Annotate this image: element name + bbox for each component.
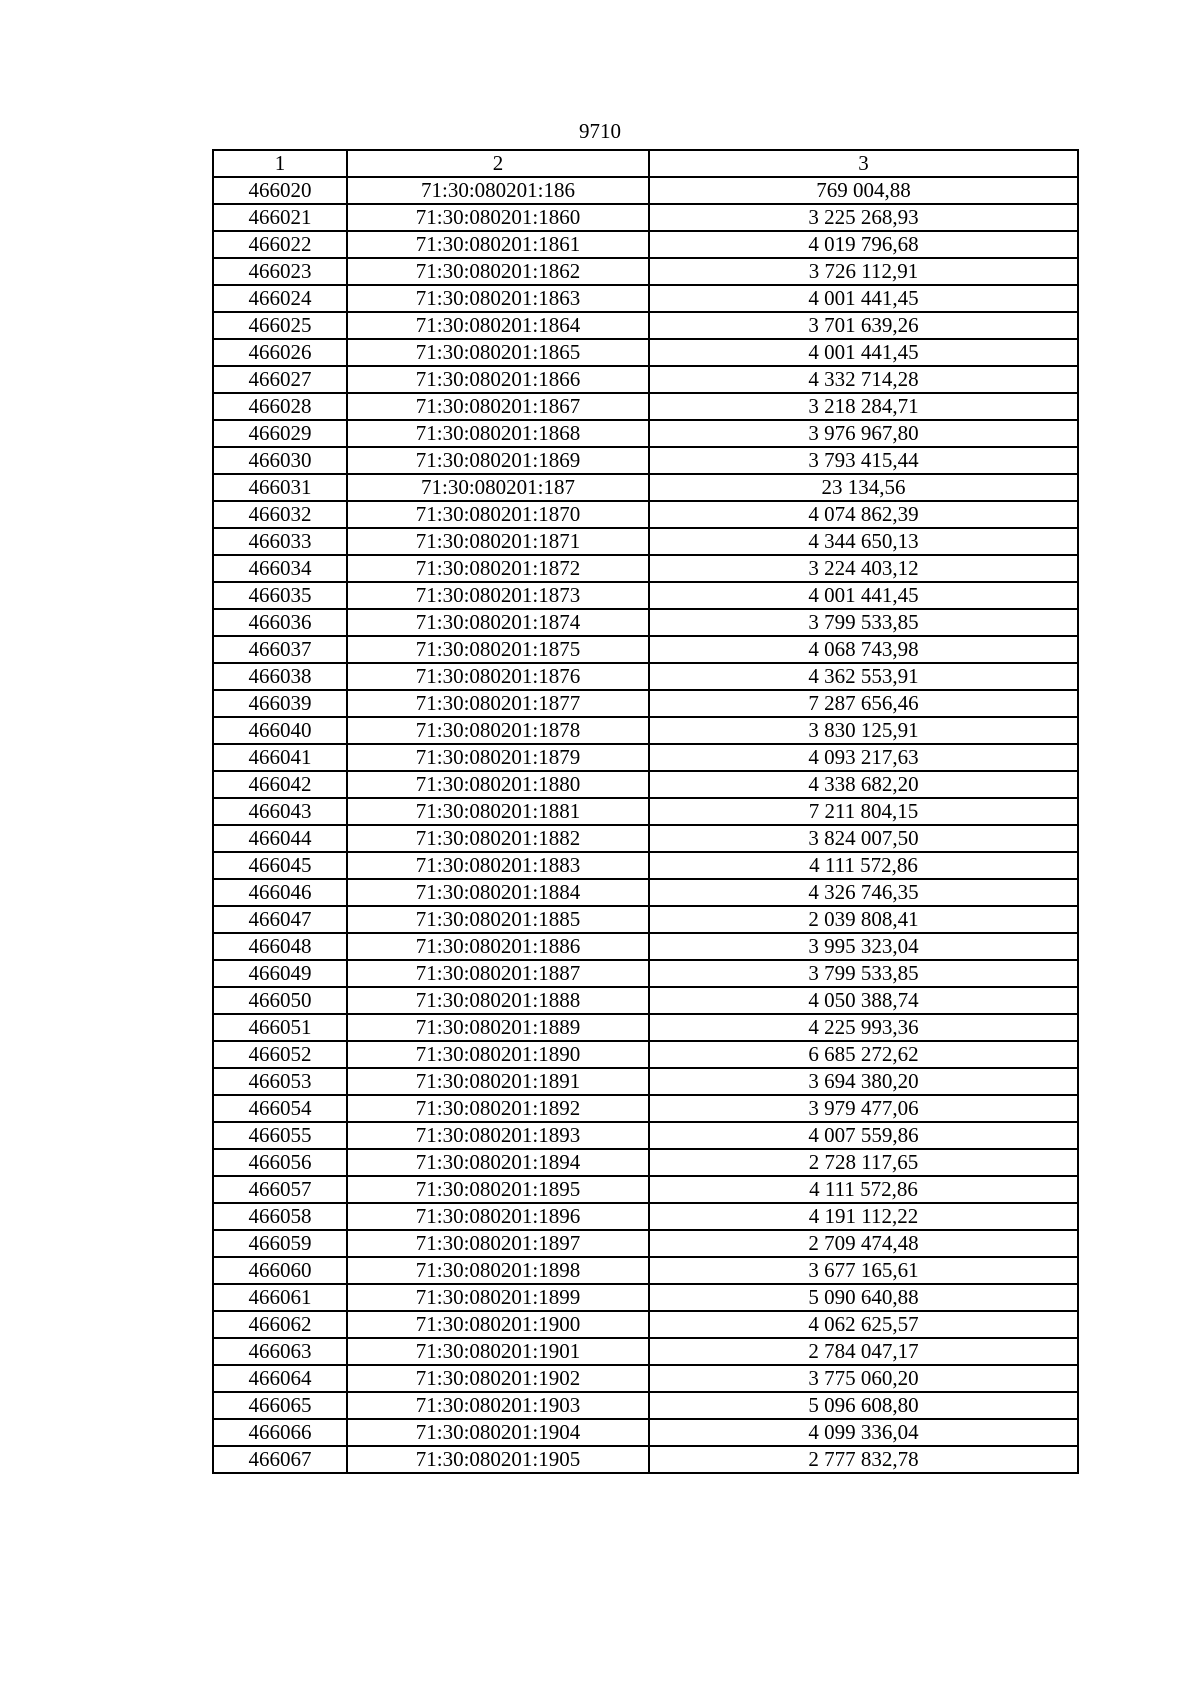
cadastral-value-cell: 4 111 572,86 [649, 852, 1078, 879]
row-number-cell: 466026 [213, 339, 347, 366]
cadastral-number-cell: 71:30:080201:1900 [347, 1311, 649, 1338]
cadastral-value-cell: 2 784 047,17 [649, 1338, 1078, 1365]
cadastral-number-cell: 71:30:080201:1868 [347, 420, 649, 447]
cadastral-number-cell: 71:30:080201:1860 [347, 204, 649, 231]
cadastral-number-cell: 71:30:080201:1875 [347, 636, 649, 663]
cadastral-value-cell: 4 074 862,39 [649, 501, 1078, 528]
table-row [213, 339, 1078, 366]
table-row [213, 771, 1078, 798]
cadastral-value-cell: 3 799 533,85 [649, 960, 1078, 987]
cadastral-number-cell: 71:30:080201:1896 [347, 1203, 649, 1230]
table-row [213, 1230, 1078, 1257]
cadastral-value-cell: 4 001 441,45 [649, 285, 1078, 312]
cadastral-value-cell: 2 709 474,48 [649, 1230, 1078, 1257]
table-row [213, 1284, 1078, 1311]
table-row [213, 1338, 1078, 1365]
cadastral-number-cell: 71:30:080201:1887 [347, 960, 649, 987]
table-row [213, 1095, 1078, 1122]
table-row [213, 1068, 1078, 1095]
table-row [213, 231, 1078, 258]
row-number-cell: 466054 [213, 1095, 347, 1122]
cadastral-value-cell: 23 134,56 [649, 474, 1078, 501]
cadastral-value-cell: 3 830 125,91 [649, 717, 1078, 744]
table-row [213, 1311, 1078, 1338]
row-number-cell: 466041 [213, 744, 347, 771]
cadastral-value-cell: 3 824 007,50 [649, 825, 1078, 852]
cadastral-number-cell: 71:30:080201:1861 [347, 231, 649, 258]
cadastral-value-cell: 4 191 112,22 [649, 1203, 1078, 1230]
table-row [213, 312, 1078, 339]
cadastral-value-cell: 4 362 553,91 [649, 663, 1078, 690]
cadastral-number-cell: 71:30:080201:1899 [347, 1284, 649, 1311]
cadastral-value-cell: 2 728 117,65 [649, 1149, 1078, 1176]
row-number-cell: 466036 [213, 609, 347, 636]
cadastral-value-cell: 3 726 112,91 [649, 258, 1078, 285]
row-number-cell: 466061 [213, 1284, 347, 1311]
cadastral-number-cell: 71:30:080201:1863 [347, 285, 649, 312]
cadastral-value-cell: 7 287 656,46 [649, 690, 1078, 717]
table-row [213, 393, 1078, 420]
cadastral-number-cell: 71:30:080201:1879 [347, 744, 649, 771]
row-number-cell: 466043 [213, 798, 347, 825]
cadastral-number-cell: 71:30:080201:1897 [347, 1230, 649, 1257]
table-row [213, 528, 1078, 555]
cadastral-value-cell: 3 799 533,85 [649, 609, 1078, 636]
cadastral-number-cell: 71:30:080201:1867 [347, 393, 649, 420]
row-number-cell: 466047 [213, 906, 347, 933]
row-number-cell: 466042 [213, 771, 347, 798]
row-number-cell: 466029 [213, 420, 347, 447]
row-number-cell: 466053 [213, 1068, 347, 1095]
cadastral-value-cell: 4 225 993,36 [649, 1014, 1078, 1041]
cadastral-value-cell: 4 332 714,28 [649, 366, 1078, 393]
cadastral-value-cell: 3 976 967,80 [649, 420, 1078, 447]
table-row [213, 987, 1078, 1014]
table-row [213, 1446, 1078, 1473]
cadastral-number-cell: 71:30:080201:1862 [347, 258, 649, 285]
table-row [213, 204, 1078, 231]
cadastral-number-cell: 71:30:080201:1890 [347, 1041, 649, 1068]
table-row [213, 636, 1078, 663]
table-body [213, 177, 1078, 1473]
cadastral-value-cell: 5 096 608,80 [649, 1392, 1078, 1419]
column-header-3: 3 [649, 150, 1078, 177]
row-number-cell: 466067 [213, 1446, 347, 1473]
cadastral-value-cell: 4 001 441,45 [649, 339, 1078, 366]
cadastral-value-cell: 3 225 268,93 [649, 204, 1078, 231]
cadastral-number-cell: 71:30:080201:1895 [347, 1176, 649, 1203]
table-header-row [213, 150, 1078, 177]
table-row [213, 798, 1078, 825]
table-row [213, 447, 1078, 474]
cadastral-value-cell: 4 344 650,13 [649, 528, 1078, 555]
row-number-cell: 466024 [213, 285, 347, 312]
row-number-cell: 466064 [213, 1365, 347, 1392]
cadastral-number-cell: 71:30:080201:1886 [347, 933, 649, 960]
cadastral-number-cell: 71:30:080201:1884 [347, 879, 649, 906]
row-number-cell: 466058 [213, 1203, 347, 1230]
table-row [213, 1122, 1078, 1149]
table-row [213, 285, 1078, 312]
cadastral-value-table [212, 149, 1079, 1474]
table-row [213, 258, 1078, 285]
table-row [213, 1392, 1078, 1419]
table-row [213, 906, 1078, 933]
row-number-cell: 466050 [213, 987, 347, 1014]
row-number-cell: 466046 [213, 879, 347, 906]
cadastral-value-cell: 3 701 639,26 [649, 312, 1078, 339]
row-number-cell: 466032 [213, 501, 347, 528]
cadastral-number-cell: 71:30:080201:1893 [347, 1122, 649, 1149]
cadastral-number-cell: 71:30:080201:1865 [347, 339, 649, 366]
cadastral-value-cell: 6 685 272,62 [649, 1041, 1078, 1068]
cadastral-value-cell: 5 090 640,88 [649, 1284, 1078, 1311]
cadastral-number-cell: 71:30:080201:1891 [347, 1068, 649, 1095]
cadastral-number-cell: 71:30:080201:1877 [347, 690, 649, 717]
cadastral-number-cell: 71:30:080201:1882 [347, 825, 649, 852]
table-row [213, 366, 1078, 393]
row-number-cell: 466065 [213, 1392, 347, 1419]
cadastral-value-cell: 3 979 477,06 [649, 1095, 1078, 1122]
cadastral-number-cell: 71:30:080201:187 [347, 474, 649, 501]
table-row [213, 1149, 1078, 1176]
row-number-cell: 466044 [213, 825, 347, 852]
row-number-cell: 466025 [213, 312, 347, 339]
cadastral-value-cell: 3 218 284,71 [649, 393, 1078, 420]
row-number-cell: 466021 [213, 204, 347, 231]
row-number-cell: 466038 [213, 663, 347, 690]
table-row [213, 177, 1078, 204]
cadastral-value-cell: 3 775 060,20 [649, 1365, 1078, 1392]
cadastral-value-cell: 4 062 625,57 [649, 1311, 1078, 1338]
cadastral-number-cell: 71:30:080201:1876 [347, 663, 649, 690]
row-number-cell: 466052 [213, 1041, 347, 1068]
row-number-cell: 466059 [213, 1230, 347, 1257]
table-row [213, 501, 1078, 528]
row-number-cell: 466060 [213, 1257, 347, 1284]
cadastral-value-cell: 4 338 682,20 [649, 771, 1078, 798]
cadastral-value-cell: 3 793 415,44 [649, 447, 1078, 474]
cadastral-value-cell: 4 111 572,86 [649, 1176, 1078, 1203]
cadastral-number-cell: 71:30:080201:1888 [347, 987, 649, 1014]
table-row [213, 1365, 1078, 1392]
cadastral-number-cell: 71:30:080201:1866 [347, 366, 649, 393]
cadastral-number-cell: 71:30:080201:1902 [347, 1365, 649, 1392]
row-number-cell: 466027 [213, 366, 347, 393]
row-number-cell: 466057 [213, 1176, 347, 1203]
cadastral-number-cell: 71:30:080201:1892 [347, 1095, 649, 1122]
row-number-cell: 466035 [213, 582, 347, 609]
row-number-cell: 466063 [213, 1338, 347, 1365]
cadastral-number-cell: 71:30:080201:1905 [347, 1446, 649, 1473]
table-row [213, 1014, 1078, 1041]
cadastral-number-cell: 71:30:080201:186 [347, 177, 649, 204]
row-number-cell: 466045 [213, 852, 347, 879]
cadastral-number-cell: 71:30:080201:1873 [347, 582, 649, 609]
row-number-cell: 466039 [213, 690, 347, 717]
row-number-cell: 466034 [213, 555, 347, 582]
cadastral-number-cell: 71:30:080201:1874 [347, 609, 649, 636]
cadastral-value-cell: 769 004,88 [649, 177, 1078, 204]
table-row [213, 879, 1078, 906]
cadastral-value-cell: 4 050 388,74 [649, 987, 1078, 1014]
cadastral-number-cell: 71:30:080201:1880 [347, 771, 649, 798]
cadastral-number-cell: 71:30:080201:1878 [347, 717, 649, 744]
table-row [213, 1203, 1078, 1230]
cadastral-value-cell: 4 099 336,04 [649, 1419, 1078, 1446]
table-row [213, 825, 1078, 852]
cadastral-number-cell: 71:30:080201:1894 [347, 1149, 649, 1176]
row-number-cell: 466062 [213, 1311, 347, 1338]
cadastral-value-cell: 3 995 323,04 [649, 933, 1078, 960]
cadastral-number-cell: 71:30:080201:1903 [347, 1392, 649, 1419]
cadastral-number-cell: 71:30:080201:1881 [347, 798, 649, 825]
cadastral-number-cell: 71:30:080201:1898 [347, 1257, 649, 1284]
cadastral-value-cell: 4 093 217,63 [649, 744, 1078, 771]
cadastral-number-cell: 71:30:080201:1870 [347, 501, 649, 528]
row-number-cell: 466020 [213, 177, 347, 204]
row-number-cell: 466022 [213, 231, 347, 258]
row-number-cell: 466037 [213, 636, 347, 663]
row-number-cell: 466048 [213, 933, 347, 960]
column-header-2: 2 [347, 150, 649, 177]
table-row [213, 852, 1078, 879]
row-number-cell: 466056 [213, 1149, 347, 1176]
cadastral-number-cell: 71:30:080201:1901 [347, 1338, 649, 1365]
cadastral-number-cell: 71:30:080201:1872 [347, 555, 649, 582]
table-row [213, 555, 1078, 582]
row-number-cell: 466030 [213, 447, 347, 474]
table-row [213, 474, 1078, 501]
cadastral-number-cell: 71:30:080201:1904 [347, 1419, 649, 1446]
cadastral-value-cell: 2 039 808,41 [649, 906, 1078, 933]
table-row [213, 690, 1078, 717]
table-row [213, 933, 1078, 960]
row-number-cell: 466055 [213, 1122, 347, 1149]
row-number-cell: 466049 [213, 960, 347, 987]
cadastral-value-cell: 3 224 403,12 [649, 555, 1078, 582]
row-number-cell: 466033 [213, 528, 347, 555]
cadastral-number-cell: 71:30:080201:1871 [347, 528, 649, 555]
cadastral-value-cell: 4 019 796,68 [649, 231, 1078, 258]
cadastral-number-cell: 71:30:080201:1864 [347, 312, 649, 339]
row-number-cell: 466040 [213, 717, 347, 744]
cadastral-number-cell: 71:30:080201:1889 [347, 1014, 649, 1041]
row-number-cell: 466051 [213, 1014, 347, 1041]
cadastral-value-cell: 3 677 165,61 [649, 1257, 1078, 1284]
table-row [213, 1257, 1078, 1284]
row-number-cell: 466031 [213, 474, 347, 501]
cadastral-value-cell: 4 001 441,45 [649, 582, 1078, 609]
table-row [213, 1176, 1078, 1203]
page-number: 9710 [579, 119, 621, 143]
cadastral-value-cell: 3 694 380,20 [649, 1068, 1078, 1095]
table-row [213, 663, 1078, 690]
cadastral-value-cell: 2 777 832,78 [649, 1446, 1078, 1473]
table-row [213, 582, 1078, 609]
table-row [213, 1419, 1078, 1446]
cadastral-number-cell: 71:30:080201:1883 [347, 852, 649, 879]
cadastral-value-cell: 4 068 743,98 [649, 636, 1078, 663]
table-row [213, 717, 1078, 744]
table-row [213, 960, 1078, 987]
cadastral-value-cell: 4 326 746,35 [649, 879, 1078, 906]
row-number-cell: 466066 [213, 1419, 347, 1446]
cadastral-number-cell: 71:30:080201:1869 [347, 447, 649, 474]
cadastral-number-cell: 71:30:080201:1885 [347, 906, 649, 933]
table-row [213, 744, 1078, 771]
column-header-1: 1 [213, 150, 347, 177]
cadastral-value-cell: 7 211 804,15 [649, 798, 1078, 825]
row-number-cell: 466028 [213, 393, 347, 420]
table-row [213, 609, 1078, 636]
cadastral-value-cell: 4 007 559,86 [649, 1122, 1078, 1149]
table-row [213, 420, 1078, 447]
row-number-cell: 466023 [213, 258, 347, 285]
table-row [213, 1041, 1078, 1068]
